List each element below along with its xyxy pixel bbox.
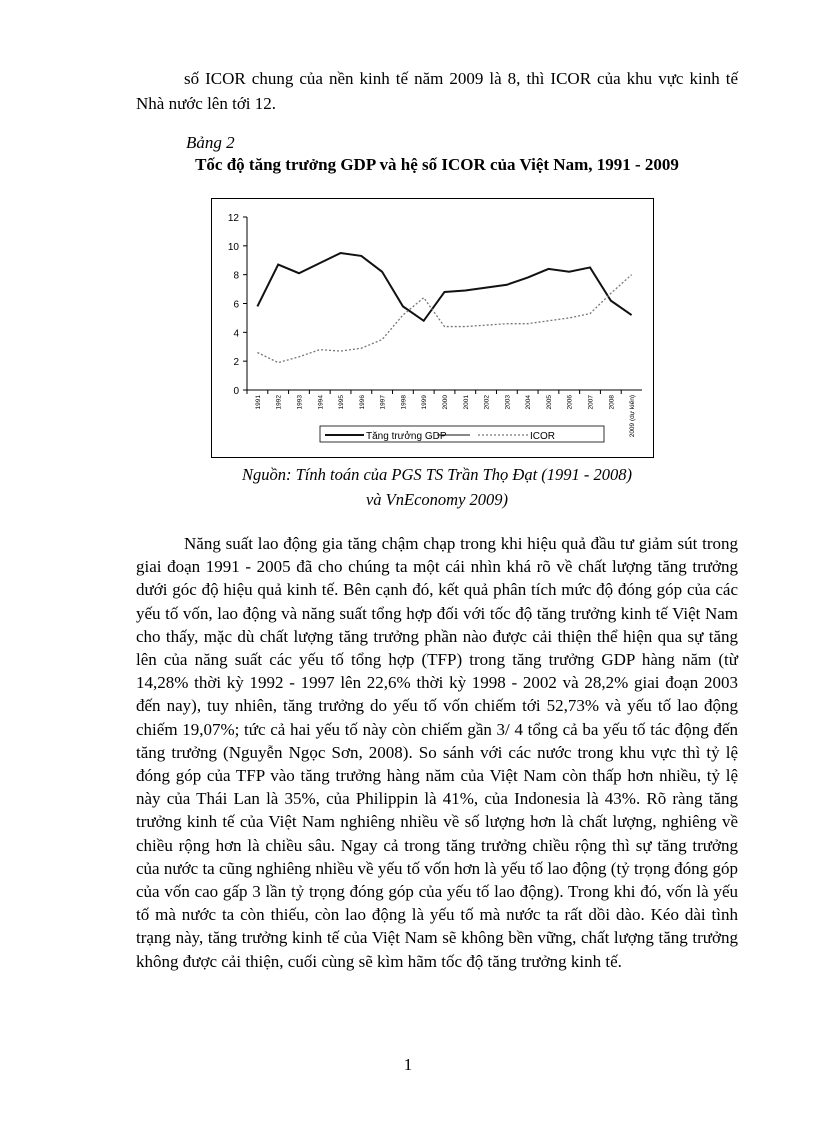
icor-series-line	[257, 275, 631, 363]
y-tick-label: 2	[233, 357, 239, 369]
page-number: 1	[403, 1055, 413, 1074]
x-tick-label: 2003	[504, 395, 512, 410]
body-paragraph: Năng suất lao động gia tăng chậm chạp trong khi hiệu quả đầu tư giảm sút trong giai đoạn 1991 - 2005 đã cho chúng ta một cái nhìn khá rõ về chất lượng tăng trưởng dưới góc độ hiệu quả kinh tế. Bên cạnh đó, kết quả phân tích mức độ đóng góp của các yếu tố vốn, lao động và năng suất tổng hợp đối với tốc độ tăng trưởng kinh tế Việt Nam cho thấy, mặc dù chất lượng tăng trưởng phần nào được cải thiện thể hiện qua sự tăng lên của năng suất các yếu tố tổng hợp (TFP) trong tăng trưởng GDP hàng năm (từ 14,28% thời kỳ 1992 - 1997 lên 22,6% thời kỳ 1998 - 2002 và 28,2% giai đoạn 2003 đến nay), tuy nhiên, tăng trưởng do yếu tố vốn chiếm tới 52,73% và yếu tố lao động chiếm 19,07%; tức cả hai yếu tố này còn chiếm gần 3/ 4 tổng cả ba yếu tố tác động đến tăng trưởng (Nguyễn Ngọc Sơn, 2008). So sánh với các nước trong khu vực thì tỷ lệ đóng góp của TFP vào tăng trưởng hàng năm của Việt Nam còn thấp hơn nhiều, tỷ lệ này của Thái Lan là 35%, của Philippin là 41%, của Indonesia là 43%. Rõ ràng tăng trưởng kinh tế của Việt Nam nghiêng nhiều về số lượng hơn là chất lượng, nghiêng về chiều rộng hơn là chiều sâu. Ngay cả trong tăng trưởng chiều rộng thì sự tăng trưởng của nước ta cũng nghiêng nhiều về yếu tố vốn hơn là yếu tố lao động (tỷ trọng đóng góp của vốn cao gấp 3 lần tỷ trọng đóng góp của yếu tố lao động). Trong khi đó, vốn là yếu tố mà nước ta còn thiếu, còn lao động là yếu tố mà nước ta rất dồi dào. Kéo dài tình trạng này, tăng trưởng kinh tế của Việt Nam sẽ không bền vững, chất lượng tăng trưởng không được cải thiện, cuối cùng sẽ kìm hãm tốc độ tăng trưởng kinh tế.	[136, 534, 738, 971]
x-tick-label: 2001	[462, 395, 470, 410]
chart-source	[136, 462, 738, 512]
y-tick-label: 8	[233, 270, 239, 282]
source-line-2: và VnEconomy 2009)	[365, 490, 509, 509]
y-tick-label: 4	[233, 328, 239, 340]
x-tick-label: 1999	[421, 395, 429, 410]
x-tick-label: 1996	[358, 395, 366, 410]
x-tick-label: 2002	[483, 395, 491, 410]
x-tick-label: 2004	[525, 395, 533, 410]
x-tick-label: 2009 (dự kiến)	[629, 395, 637, 438]
x-tick-label: 2000	[442, 395, 449, 410]
y-tick-label: 6	[233, 299, 239, 311]
x-tick-label: 1995	[338, 395, 346, 410]
source-line-1: Nguồn: Tính toán của PGS TS Trần Thọ Đạt (1991 - 2008)	[241, 465, 633, 484]
x-tick-label: 1991	[254, 395, 262, 410]
y-tick-label: 10	[227, 241, 239, 253]
gdp-icor-chart	[211, 198, 654, 458]
intro-text: số ICOR chung của nền kinh tế năm 2009 là 8, thì ICOR của khu vực kinh tế Nhà nước lên tới 12.	[136, 69, 738, 113]
x-tick-label: 1998	[400, 395, 408, 410]
table-label: Bảng 2	[186, 133, 235, 152]
x-tick-label: 1993	[296, 395, 304, 410]
x-tick-label: 1992	[275, 395, 283, 410]
x-tick-label: 1997	[379, 395, 387, 410]
legend-icor-label: ICOR	[530, 431, 555, 442]
gdp-series-line	[257, 253, 631, 321]
x-tick-label: 2007	[587, 395, 595, 410]
y-tick-label: 0	[233, 386, 239, 397]
x-tick-label: 2005	[545, 395, 553, 410]
x-tick-label: 1994	[317, 395, 325, 410]
intro-paragraph	[136, 66, 738, 116]
y-tick-label: 12	[227, 213, 239, 224]
legend-gdp-label: Tăng trưởng GDP	[366, 431, 447, 442]
chart-svg	[212, 199, 653, 457]
x-tick-label: 2006	[566, 395, 574, 410]
table-title: Tốc độ tăng trưởng GDP và hệ số ICOR của Việt Nam, 1991 - 2009	[195, 155, 679, 174]
x-tick-label: 2008	[608, 395, 616, 410]
